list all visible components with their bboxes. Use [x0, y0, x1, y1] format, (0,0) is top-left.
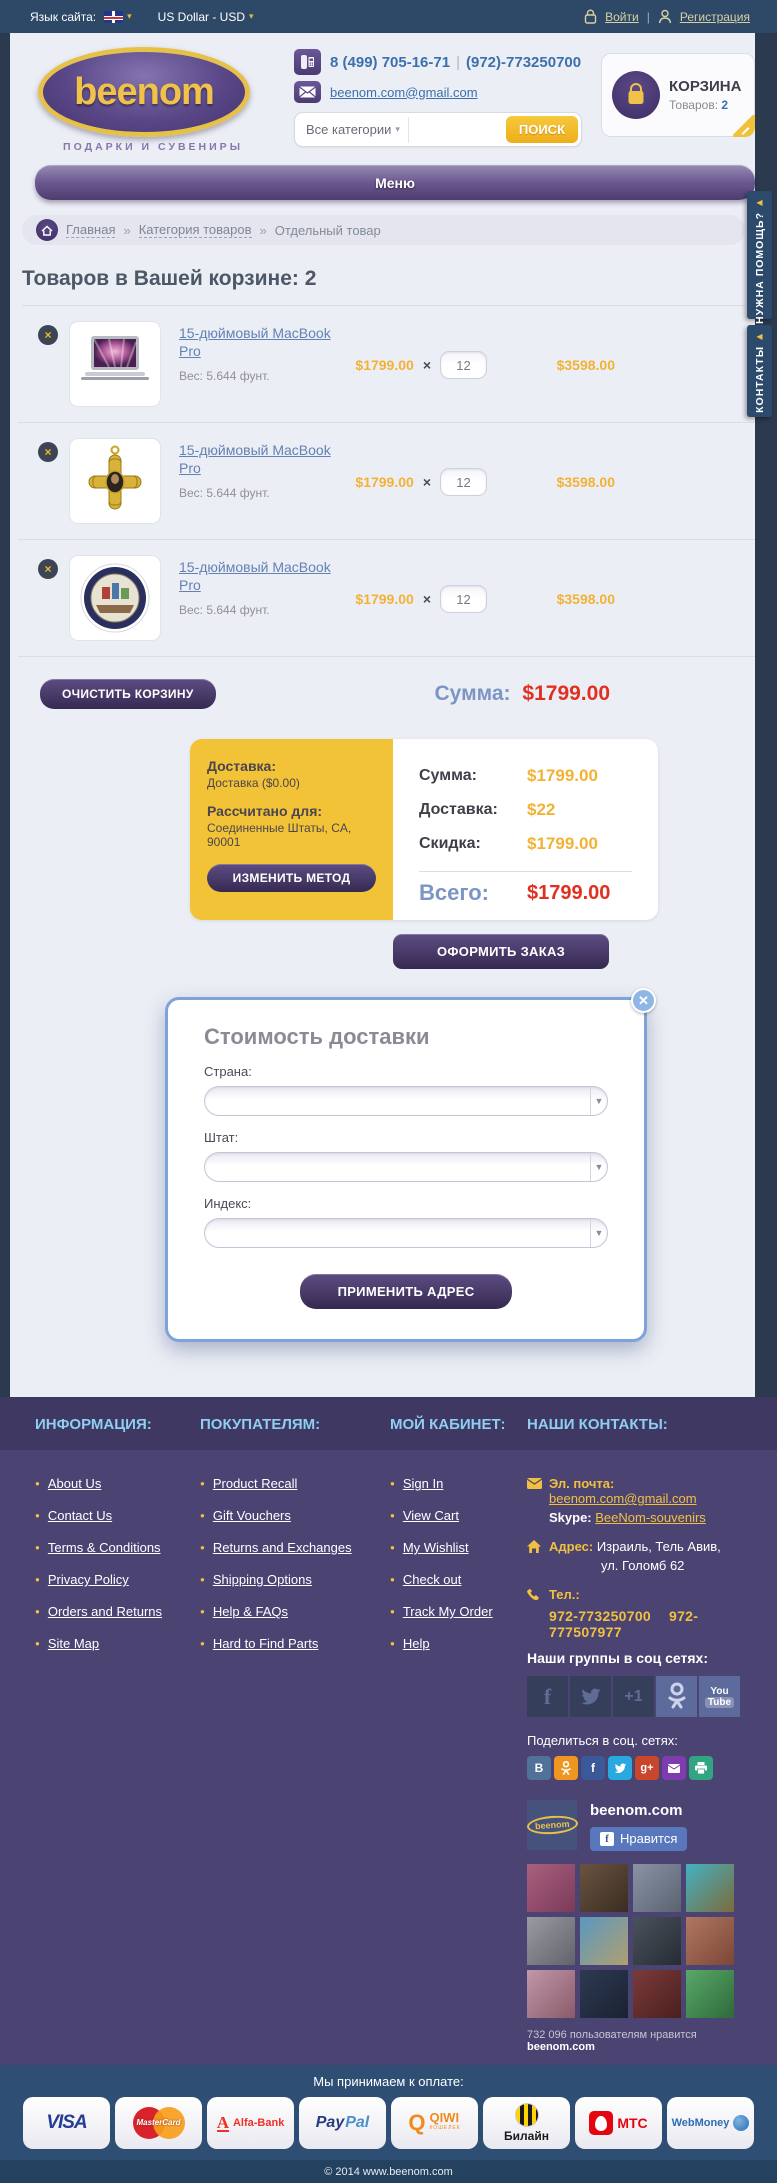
logo-block[interactable] — [32, 45, 274, 153]
phone-number-2: (972)-773250700 — [466, 53, 582, 71]
cart-count: Товаров: 2 — [669, 98, 729, 112]
person-icon — [658, 9, 672, 24]
odnoklassniki-icon[interactable] — [656, 1676, 697, 1717]
list-item — [200, 1636, 390, 1651]
footer-link-checkout[interactable]: Check out — [402, 1572, 462, 1587]
google-plus-one-icon[interactable]: +1 — [613, 1676, 654, 1717]
mastercard-logo: MasterCard — [115, 2097, 202, 2149]
address-line1: Израиль, Тель Авив, — [596, 1539, 721, 1554]
footer-link-recall[interactable]: Product Recall — [212, 1476, 298, 1491]
search-button[interactable]: ПОИСК — [506, 116, 578, 143]
total-row-value: $22 — [527, 800, 556, 819]
social-groups-row — [527, 1676, 757, 1717]
twitter-icon[interactable] — [570, 1676, 611, 1717]
fan-photo[interactable] — [580, 1917, 628, 1965]
footer-info-links — [35, 1476, 200, 2053]
quantity-input[interactable] — [440, 585, 487, 613]
social-groups-title: Наши группы в соц сетях: — [527, 1650, 708, 1666]
cart-actions — [40, 679, 610, 709]
vk-share-icon[interactable]: В — [527, 1756, 551, 1780]
beenom-fb-logo[interactable]: beenom — [527, 1800, 577, 1850]
footer-link-shipping-options[interactable]: Shipping Options — [212, 1572, 312, 1587]
item-total: $3598.00 — [556, 474, 615, 490]
footer-contacts — [527, 1476, 757, 2053]
youtube-icon[interactable]: You Tube — [699, 1676, 740, 1717]
footer-col-title-contacts: НАШИ КОНТАКТЫ: — [527, 1416, 668, 1433]
envelope-icon — [527, 1476, 549, 1525]
login-separator: | — [646, 9, 650, 24]
zip-label: Индекс: — [204, 1196, 252, 1211]
list-item — [390, 1572, 527, 1587]
list-item — [35, 1604, 200, 1619]
chevron-down-icon — [249, 11, 254, 22]
cart-item-row — [18, 306, 755, 423]
total-row-label: Сумма: — [419, 767, 477, 784]
odnoklassniki-share-icon[interactable] — [554, 1756, 578, 1780]
multiply-sign: × — [422, 591, 431, 607]
product-image-macbook[interactable] — [69, 321, 161, 407]
footer-link-about[interactable]: About Us — [47, 1476, 102, 1491]
visa-logo: VISA — [23, 2097, 110, 2149]
chevron-down-icon: ▼ — [590, 1153, 607, 1181]
item-price: $1799.00 — [355, 474, 414, 490]
footer-buyers-links — [200, 1476, 390, 2053]
logo-text: beenom — [74, 70, 214, 113]
multiply-sign: × — [422, 474, 431, 490]
copyright-bar — [0, 2160, 777, 2183]
order-summary-panel — [190, 739, 658, 920]
fan-photo[interactable] — [580, 1864, 628, 1912]
payments-title: Мы принимаем к оплате: — [313, 2074, 464, 2089]
copyright-text: © 2014 www.beenom.com — [324, 2165, 453, 2178]
footer-link-sitemap[interactable]: Site Map — [47, 1636, 100, 1651]
list-item — [200, 1604, 390, 1619]
edit-corner-icon[interactable] — [733, 115, 755, 137]
product-image-medallion[interactable] — [69, 555, 161, 641]
product-title-link[interactable]: 15-дюймовый MacBook Pro — [179, 325, 331, 359]
qiwi-logo: Q QIWI КОШЕЛЕК — [391, 2097, 478, 2149]
site-header — [10, 33, 755, 157]
tel-label: Тел.: — [549, 1587, 580, 1602]
category-select[interactable]: Все категории ▾ — [298, 117, 409, 143]
change-method-button[interactable]: ИЗМЕНИТЬ МЕТОД — [207, 864, 376, 892]
product-weight: Вес: 5.644 фунт. — [179, 603, 270, 617]
facebook-icon[interactable]: f — [527, 1676, 568, 1717]
payments-row — [10, 2097, 767, 2149]
contacts-side-tab[interactable]: ◀ КОНТАКТЫ — [747, 325, 772, 417]
cart-sum-value: $1799.00 — [522, 682, 610, 705]
clear-cart-button[interactable]: ОЧИСТИТЬ КОРЗИНУ — [40, 679, 216, 709]
facebook-like-widget — [527, 1800, 757, 1851]
shipping-cost-modal — [165, 992, 649, 1342]
facebook-share-icon[interactable]: f — [581, 1756, 605, 1780]
list-item — [200, 1508, 390, 1523]
footer-link-terms[interactable]: Terms & Conditions — [47, 1540, 161, 1555]
quantity-input[interactable] — [440, 468, 487, 496]
home-icon[interactable] — [36, 219, 58, 241]
footer-phone-2: 972-777507977 — [549, 1608, 699, 1640]
multiply-sign: × — [422, 357, 431, 373]
facebook-icon: f — [600, 1832, 614, 1846]
fan-photo[interactable] — [633, 1970, 681, 2018]
quantity-input[interactable] — [440, 351, 487, 379]
login-link[interactable]: Войти — [605, 9, 639, 24]
total-row-value: $1799.00 — [527, 834, 598, 853]
phone-icon — [527, 1587, 549, 1640]
cart-item-row — [18, 540, 755, 657]
fan-photo[interactable] — [633, 1864, 681, 1912]
cart-sum: Сумма: $1799.00 — [434, 682, 610, 705]
fan-photo[interactable] — [527, 1917, 575, 1965]
remove-item-button[interactable]: × — [38, 325, 58, 345]
page-title: Товаров в Вашей корзине: 2 — [22, 267, 745, 306]
list-item — [390, 1604, 527, 1619]
footer-email-link[interactable]: beenom.com@gmail.com — [549, 1491, 697, 1506]
envelope-icon — [294, 81, 321, 103]
shipping-method-box — [190, 739, 393, 920]
top-bar — [0, 0, 777, 33]
footer-link-help[interactable]: Help — [402, 1636, 430, 1651]
product-weight: Вес: 5.644 фунт. — [179, 486, 270, 500]
shipping-label: Доставка: — [207, 758, 277, 774]
main-menu-bar[interactable] — [35, 165, 755, 200]
footer-headings — [0, 1397, 777, 1450]
menu-label: Меню — [375, 174, 415, 191]
apply-address-button[interactable]: ПРИМЕНИТЬ АДРЕС — [300, 1274, 513, 1309]
logo-tagline: ПОДАРКИ И СУВЕНИРЫ — [63, 141, 243, 153]
footer-link-privacy[interactable]: Privacy Policy — [47, 1572, 129, 1587]
remove-item-button[interactable]: × — [38, 442, 58, 462]
content-panel — [10, 33, 755, 1397]
skype-link[interactable]: BeeNom-souvenirs — [595, 1510, 706, 1525]
list-item — [390, 1508, 527, 1523]
email-label: Эл. почта: — [549, 1476, 615, 1491]
chevron-down-icon[interactable] — [127, 11, 132, 22]
breadcrumb: Главная » Категория товаров » Отдельный товар — [22, 215, 745, 245]
total-row-label: Скидка: — [419, 835, 481, 852]
beeline-logo: Билайн — [483, 2097, 570, 2149]
breadcrumb-home-link[interactable]: Главная — [66, 222, 116, 237]
mail-share-icon[interactable] — [662, 1756, 686, 1780]
address-label: Адрес: — [549, 1539, 594, 1554]
product-image-cross-pendant[interactable] — [69, 438, 161, 524]
footer-phones — [549, 1608, 757, 1640]
email-link[interactable]: beenom.com@gmail.com — [330, 84, 478, 100]
item-price: $1799.00 — [355, 591, 414, 607]
chevron-down-icon: ▼ — [590, 1087, 607, 1115]
breadcrumb-category-link[interactable]: Категория товаров — [138, 222, 252, 237]
footer-link-orders[interactable]: Orders and Returns — [47, 1604, 163, 1619]
total-row-label: Доставка: — [419, 801, 498, 818]
fb-page-name: beenom.com — [590, 1802, 683, 1819]
beenom-logo[interactable] — [38, 47, 250, 137]
list-item — [390, 1636, 527, 1651]
help-side-tab[interactable]: ◀ НУЖНА ПОМОЩЬ? — [747, 191, 772, 319]
cart-title: КОРЗИНА — [669, 78, 742, 95]
item-price: $1799.00 — [355, 357, 414, 373]
checkout-button[interactable]: ОФОРМИТЬ ЗАКАЗ — [393, 934, 609, 969]
state-select[interactable] — [204, 1152, 608, 1182]
list-item — [200, 1540, 390, 1555]
footer-col-title-info: ИНФОРМАЦИЯ: — [35, 1416, 152, 1433]
main-area — [0, 33, 777, 1397]
fb-likes-count: 732 096 пользователям нравится beenom.com — [527, 2029, 697, 2053]
currency-select[interactable]: US Dollar - USD ▾ — [158, 10, 254, 24]
payments-strip — [0, 2065, 777, 2160]
footer-link-hard-to-find[interactable]: Hard to Find Parts — [212, 1636, 319, 1651]
country-select[interactable] — [204, 1086, 608, 1116]
address-line2: ул. Голомб 62 — [601, 1558, 685, 1573]
remove-item-button[interactable]: × — [38, 559, 58, 579]
footer-link-contact[interactable]: Contact Us — [47, 1508, 113, 1523]
mts-logo: МТС — [575, 2097, 662, 2149]
zip-select[interactable] — [204, 1218, 608, 1248]
shopping-bag-icon — [612, 71, 660, 119]
modal-title: Стоимость доставки — [204, 1024, 430, 1049]
chevron-down-icon — [395, 124, 400, 135]
shipping-method: Доставка ($0.00) — [207, 776, 300, 790]
grand-total-value: $1799.00 — [527, 881, 611, 904]
footer-link-wishlist[interactable]: My Wishlist — [402, 1540, 469, 1555]
webmoney-logo: WebMoney — [667, 2097, 754, 2149]
chevron-down-icon: ▼ — [590, 1219, 607, 1247]
cart-item-row — [18, 423, 755, 540]
footer-col-title-buyers: ПОКУПАТЕЛЯМ: — [200, 1416, 321, 1433]
footer-link-track[interactable]: Track My Order — [402, 1604, 493, 1619]
total-row-value: $1799.00 — [527, 766, 598, 785]
divider — [419, 871, 632, 872]
google-plus-share-icon[interactable]: g+ — [635, 1756, 659, 1780]
list-item — [35, 1540, 200, 1555]
country-label: Страна: — [204, 1064, 252, 1079]
phone-icon — [294, 49, 321, 75]
list-item — [200, 1476, 390, 1491]
list-item — [35, 1508, 200, 1523]
share-title: Поделиться в соц. сетях: — [527, 1733, 678, 1748]
list-item — [35, 1572, 200, 1587]
footer-link-returns[interactable]: Returns and Exchanges — [212, 1540, 352, 1555]
grand-total-label: Всего: — [419, 880, 489, 905]
share-buttons-row — [527, 1756, 757, 1780]
fan-photo[interactable] — [686, 1970, 734, 2018]
header-middle — [274, 45, 593, 153]
phone-numbers: 8 (499) 705-16-71 | (972)-773250700 — [330, 53, 582, 71]
item-total: $3598.00 — [556, 357, 615, 373]
list-item — [390, 1476, 527, 1491]
breadcrumb-current: Отдельный товар — [274, 222, 381, 238]
footer-body — [0, 1450, 777, 2065]
phone-number-1: 8 (499) 705-16-71 — [330, 53, 451, 71]
footer-account-links — [390, 1476, 527, 2053]
fb-like-button[interactable]: f Нравится — [590, 1827, 687, 1851]
fan-photo[interactable] — [686, 1917, 734, 1965]
calculated-for-value: Соединенные Штаты, CA, 90001 — [207, 821, 352, 849]
skype-label: Skype: — [549, 1510, 592, 1525]
footer-col-title-account: МОЙ КАБИНЕТ: — [390, 1416, 506, 1433]
product-title-link[interactable]: 15-дюймовый MacBook Pro — [179, 442, 331, 476]
fan-photo[interactable] — [633, 1917, 681, 1965]
lock-icon — [584, 9, 597, 24]
footer-link-vouchers[interactable]: Gift Vouchers — [212, 1508, 291, 1523]
product-weight: Вес: 5.644 фунт. — [179, 369, 270, 383]
item-total: $3598.00 — [556, 591, 615, 607]
uk-flag-icon[interactable] — [104, 11, 123, 23]
cart-summary-box[interactable] — [601, 53, 755, 137]
collapse-arrow-icon — [756, 332, 762, 342]
fan-photo[interactable] — [686, 1864, 734, 1912]
footer-link-signin[interactable]: Sign In — [402, 1476, 444, 1491]
footer-phone-1: 972-773250700 — [549, 1608, 651, 1624]
fan-photo[interactable] — [527, 1970, 575, 2018]
language-label: Язык сайта: — [30, 9, 97, 24]
product-title-link[interactable]: 15-дюймовый MacBook Pro — [179, 559, 331, 593]
close-icon[interactable]: ✕ — [631, 988, 656, 1013]
search-bar — [294, 112, 582, 147]
list-item — [35, 1476, 200, 1491]
print-share-icon[interactable] — [689, 1756, 713, 1780]
totals-table — [393, 739, 658, 920]
alfa-bank-logo: A Alfa-Bank — [207, 2097, 294, 2149]
fan-photo[interactable] — [527, 1864, 575, 1912]
twitter-share-icon[interactable] — [608, 1756, 632, 1780]
fb-fans-photo-grid — [527, 1864, 757, 2018]
search-input[interactable] — [409, 117, 506, 143]
list-item — [390, 1540, 527, 1555]
footer-link-faq[interactable]: Help & FAQs — [212, 1604, 288, 1619]
footer-link-viewcart[interactable]: View Cart — [402, 1508, 459, 1523]
home-icon — [527, 1539, 549, 1573]
list-item — [35, 1636, 200, 1651]
calculated-for-label: Рассчитано для: — [207, 803, 323, 819]
fan-photo[interactable] — [580, 1970, 628, 2018]
collapse-arrow-icon — [756, 198, 762, 208]
list-item — [200, 1572, 390, 1587]
register-link[interactable]: Регистрация — [679, 9, 750, 24]
paypal-logo: Pay Pal — [299, 2097, 386, 2149]
state-label: Штат: — [204, 1130, 239, 1145]
